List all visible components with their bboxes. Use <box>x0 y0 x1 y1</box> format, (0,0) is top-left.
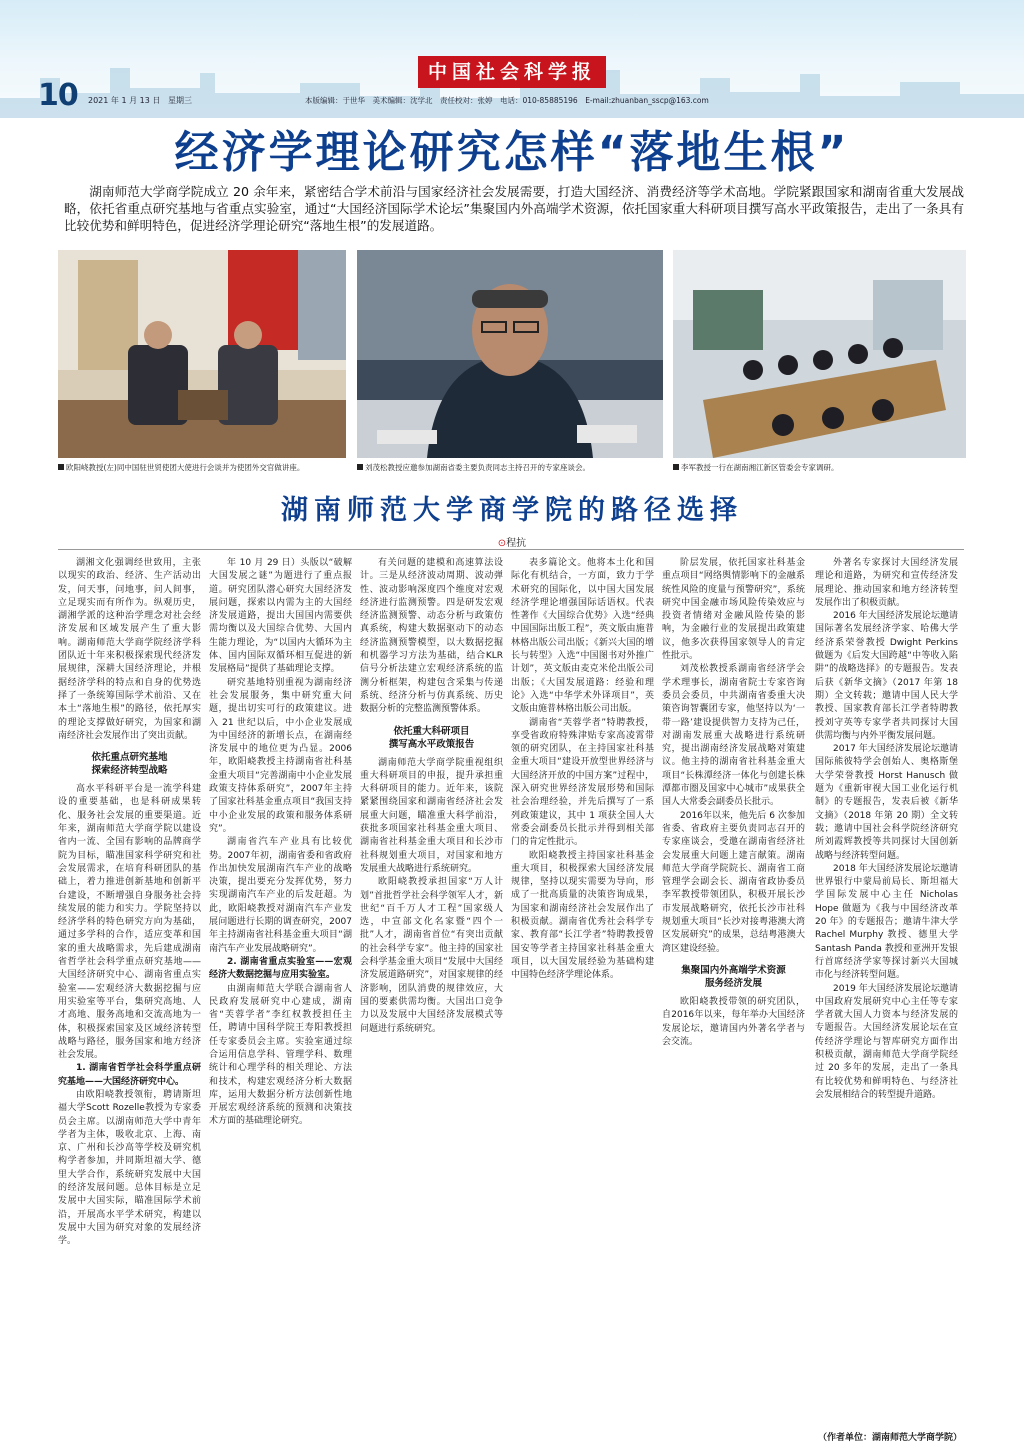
photo-meeting-ambassador <box>58 250 346 458</box>
editor-credits: 本版编辑：于世华 美术编辑：沈学北 责任校对：张婷 电话：010-85885196 E-mail:zhuanban_sscp@163.com <box>305 96 709 105</box>
page-headline: 经济学理论研究怎样“落地生根” <box>174 127 850 178</box>
section-heading: 集聚国内外高端学术资源 服务经济发展 <box>681 964 786 989</box>
divider <box>58 549 964 550</box>
lead-paragraph: 湖南师范大学商学院成立 20 余年来，紧密结合学术前沿与国家经济社会发展需要，打造大国经济、消费经济等学术高地。学院紧跟国家和湖南省重大发展战略，依托省重点研究基地与省重点实验室，通过“大国经济国际学术论坛”集聚国内外高端学术资源，依托国家重大科研项目撰写高水平政策报告，走出了一条具有比较优势和鲜明特色，促进经济学理论研究“落地生根”的发展道路。 <box>64 184 964 233</box>
article-column-5: 阶层发展，依托国家社科基金重点项目“网络舆情影响下的金融系统性风险的度量与预警研究”，系统研究中国金融市场风险传染效应与投资者情绪对金融风险传染的影响，为金融行业的发展提出政策建议，他多次获得国家领导人的肯定性批示。 刘茂松教授系湖南省经济学会学术理事长，湖南省院士专家咨询委员会委员，中共湖南省委重大决策咨询智囊团专家，他坚持以为‘一带一路’建设提供智力支持为己任，对湖南发展重大战略进行系统研究，提出湖南经济发展战略对策建议。他主持的湖南省社科基金重大项目“长株潭经济一体化与创建长株潭都市圈及国家中心城市”成果获全国人大常委会副委员长批示。 2016年以来，他先后 6 次参加省委、省政府主要负责同志召开的专家座谈会，受邀在湖南省经济社会发展重大问题上建言献策。湖南师范大学商学院院长、湖南省工商管理学会副会长、湖南省政协委员李军教授带领团队，积极开展长沙市发展战略研究，依托长沙市社科规划重大项目“长沙对接粤港澳大湾区发展研究”的成果，总结粤港澳大湾区建设经验。 集聚国内外高端学术资源 服务经济发展 欧阳峣教授带领的研究团队，自2016年以来，每年举办大国经济发展论坛，邀请国内外著名学者与会交流。 <box>662 558 805 1047</box>
section-heading: 依托重大科研项目 撰写高水平政策报告 <box>388 725 475 750</box>
article-column-4: 表多篇论文。他将本土化和国际化有机结合，一方面，致力于学术研究的国际化，以中国大国发展经济学理论增强国际话语权。代表性著作《大国综合优势》入选“经典中国国际出版工程”，英文版由施普林格出版公司出版；《新兴大国的增长与转型》入选“中国图书对外推广计划”，英文版由麦克米伦出版公司出版；《大国发展道路：经验和理论》入选“中华学术外译项目”，英文版由施普林格出版公司出版。 湖南省“芙蓉学者”特聘教授，享受省政府特殊津贴专家高凌霄带领的研究团队，在主持国家社科基金重大项目“建设开放型世界经济与大国经济开放的中国方案”过程中，深入研究世界经济发展形势和国际社会治理经验，并先后撰写了一系列政策建议，其中 1 项获全国人大常委会副委员长批示并得到相关部门的肯定性批示。 欧阳峣教授主持国家社科基金重大项目，积极探索大国经济发展规律，坚持以现实需要为导向，形成了一批高质量的决策咨询成果，为国家和湖南经济社会发展作出了积极贡献。湖南省优秀社会科学专家、教育部“长江学者”特聘教授曾国安等学者主持国家社科基金重大项目，以大国发展经验为基础构建中国特色经济学理论体系。 <box>511 558 654 981</box>
article-column-1: 湖湘文化强调经世致用，主张以现实的政治、经济、生产活动出发，问天事，问地事，问人间事，立足现实而有所作为。纵观历史，湖湘学派的这种治学理念对社会经济发展和区域发展产生了重大影响。湖南师范大学商学院经济学科团队近十年来积极探索现代经济发展规律，深耕大国经济理论，并根据经济学科的特点和自身的优势选择了一条统筹国际学术前沿、又在本土“落地生根”的路径，依托厚实的理论支撑做好研究，为国家和湖南经济社会发展作出了突出贡献。 依托重点研究基地 探索经济转型战略 高水平科研平台是一流学科建设的重要基础，也是科研成果转化、服务社会发展的重要渠道。近年来，湖南师范大学商学院以建设省内一流、全国有影响的品牌商学院为目标，瞄准国家科学研究和社会发展需求，在培育科研团队的基础上，着力推进创新基地和创新平台建设，不断增强自身服务社会持续发展的能力和实力。学院坚持以经济学科的特色研究方向为基础，通过多学科的合作，适应变革和国家的重大战略需求，先后建成湖南省哲学社会科学重点研究基地——大国经济研究中心、湖南省重点实验室——宏观经济大数据挖掘与应用实验室等平台，集研究高地、人才高地、服务高地和交流高地为一体，积极探索国家及区域经济转型战略与路径，服务国家和地方经济社会发展。 1. 湖南省哲学社会科学重点研究基地——大国经济研究中心。 由欧阳峣教授领衔，聘请斯坦福大学Scott Rozelle教授为专家委员会主席。以湖南师范大学中青年学者为主体，吸收北京、上海、南京、广州和长沙高等学校及研究机构学者参加，并同斯坦福大学、德里大学合作，系统研究发展中大国的经济发展问题。总体目标是立足发展中大国实际，瞄准国际学术前沿，开展高水平学术研究，构建以发展中大国为研究对象的发展经济学。 <box>58 558 201 1247</box>
photo-caption-1: 欧阳峣教授(左)同中国驻世贸使团大使进行会谈并为使团外交官做讲座。 <box>58 462 304 473</box>
author-affiliation: （作者单位：湖南师范大学商学院） <box>817 1433 962 1443</box>
photo-caption-2: 刘茂松教授应邀参加湖南省委主要负责同志主持召开的专家座谈会。 <box>357 462 590 473</box>
page-number: 10 <box>38 78 78 113</box>
photo-field-research <box>673 250 966 458</box>
article-title: 湖南师范大学商学院的路径选择 <box>281 495 743 526</box>
masthead-banner <box>0 0 1024 118</box>
byline: ⊙程抗 <box>497 538 527 549</box>
publication-date: 2021 年 1 月 13 日 <box>88 96 161 105</box>
article-column-2: 年 10 月 29 日）头版以“破解大国发展之谜”为题进行了重点报道。研究团队潜心研究大国经济发展问题，探索以内需为主的大国经济发展道路，提出大国国内需要供需均衡以及大国综合优势、大国内生能力理论，为“以国内大循环为主体、国内国际双循环相互促进的新发展格局”提供了基础理论支撑。 研究基地特别重视为湖南经济社会发展服务，集中研究重大问题，提出切实可行的政策建议。进入 21 世纪以后，中小企业发展成为中国经济的新增长点，在湖南经济发展中的地位更为凸显。2006年，欧阳峣教授主持湖南省社科基金重大项目“完善湖南中小企业发展政策支持体系研究”，2007年主持了国家社科基金重点项目“我国支持中小企业发展的政策和服务体系研究”。 湖南省汽车产业具有比较优势。2007年初，湖南省委和省政府作出加快发展湖南汽车产业的战略决策，提出要充分发挥优势，努力实现湖南汽车产业的后发赶超。为此，欧阳峣教授对湖南汽车产业发展问题进行长期的调查研究，2007年主持湖南省社科基金重大项目“湖南汽车产业发展战略研究”。 2. 湖南省重点实验室——宏观经济大数据挖掘与应用实验室。 由湖南师范大学联合湖南省人民政府发展研究中心建成，湖南省“芙蓉学者”李红权教授担任主任，聘请中国科学院王寿阳教授担任专家委员会主席。实验室通过综合运用信息学科、管理学科、数理统计和心理学科的相关理论、方法和技术，构建宏观经济分析大数据库，运用大数据分析方法创新性地开展宏观经济系统的预测和决策技术方面的基础理论研究。 <box>209 558 352 1127</box>
photo-expert-symposium <box>357 250 663 458</box>
dateline <box>88 95 192 106</box>
weekday: 星期三 <box>167 96 192 105</box>
photo-caption-3: 李军教授一行在湖南湘江新区管委会专家调研。 <box>673 462 839 473</box>
section-heading: 依托重点研究基地 探索经济转型战略 <box>91 752 168 777</box>
newspaper-logo: 中国社会科学报 <box>418 56 606 88</box>
article-column-6: 外著名专家探讨大国经济发展理论和道路，为研究和宣传经济发展理论、推动国家和地方经济转型发展作出了积极贡献。 2016 年大国经济发展论坛邀请国际著名发展经济学家、哈佛大学经济系荣誉教授 Dwight Perkins 做题为《后发大国跨越“中等收入陷阱”的战略选择》的专题报告。发表后获《新华文摘》（2017 年第 18 期）全文转载；邀请中国人民大学教授、国家教育部长江学者特聘教授刘守英等专家学者共同探讨大国供需均衡与内外平衡发展问题。 2017 年大国经济发展论坛邀请国际熊彼特学会创始人、奥格斯堡大学荣誉教授 Horst Hanusch 做题为《重新审视大国工业化运行机制》的专题报告，发表后被《新华文摘》（2018 年第 20 期）全文转载；邀请中国社会科学院经济研究所刘霞辉教授等共同探讨大国创新战略与经济转型问题。 2018 年大国经济发展论坛邀请世界银行中蒙局前局长、斯坦福大学国际发展中心主任 Nicholas Hope 做题为《我与中国经济改革 20 年》的专题报告；邀请牛津大学 Rachel Murphy 教授、德里大学 Santash Panda 教授和亚洲开发银行首席经济学家等探讨新兴大国城市化与经济转型问题。 2019 年大国经济发展论坛邀请中国政府发展研究中心主任等专家学者就大国人力资本与经济发展的专题报告。大国经济发展论坛在宣传经济学理论与智库研究方面作出积极贡献，湖南师范大学商学院经过 20 多年的发展，走出了一条具有比较优势和鲜明特色、与经济社会发展相结合的转型提升道路。 <box>815 558 958 1100</box>
article-column-3: 有关问题的建模和高速算法设计。三是从经济波动周期、波动弹性、波动影响深度四个维度对宏观经济进行监测预警。四是研发宏观经济监测预警、动态分析与政策仿真系统，构建大数据驱动下的动态经济监测预警模型，以大数据挖掘和机器学习方法为基础，结合KLR 信号分析法建立宏观经济系统的监测分析框架，构建包含采集与传递系统、经济分析与仿真系统、历史数据分析的完整监测预警体系。 依托重大科研项目 撰写高水平政策报告 湖南师范大学商学院重视组织重大科研项目的申报，提升承担重大科研项目的能力。近年来，该院紧紧围绕国家和湖南省经济社会发展重大问题，瞄准重大科学前沿，获批多项国家社科基金重大项目、湖南省社科基金重大项目和长沙市社科规划重大项目，对国家和地方发展重大战略进行系统研究。 欧阳峣教授承担国家“万人计划”首批哲学社会科学领军人才，新世纪“百千万人才工程”国家级人选，中宣部文化名家暨“四个一批”人才，湖南省首位“有突出贡献的社会科学专家”。他主持的国家社会科学基金重大项目“发展中大国经济发展道路研究”，对国家规律的经济影响，团队消费的规律效应，大国的要素供需均衡。大国出口竞争力以及发展中大国经济发展模式等问题进行系统研究。 <box>360 558 503 1034</box>
